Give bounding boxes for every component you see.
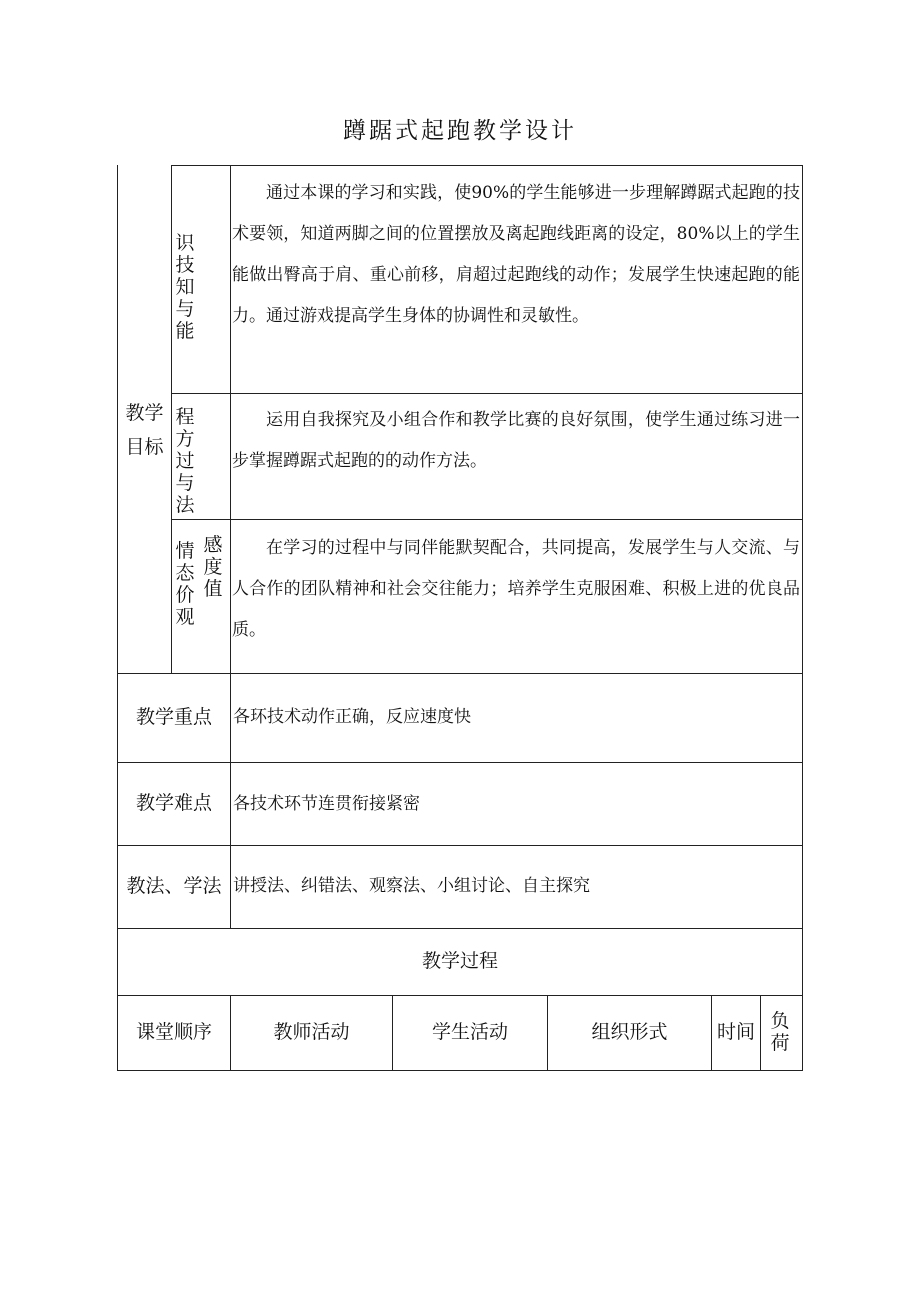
objective-text-knowledge: 通过本课的学习和实践，使90%的学生能够进一步理解蹲踞式起跑的技术要领，知道两脚之间的位置摆放及离起跑线距离的设定，80%以上的学生能做出臀高于肩、重心前移，肩超过起跑线的动作；发展学生快速起跑的能力。通过游戏提高学生身体的协调性和灵敏性。 bbox=[232, 183, 800, 326]
column-header-organization: 组织形式 bbox=[591, 1021, 668, 1044]
objective-text-emotion: 在学习的过程中与同伴能默契配合，共同提高，发展学生与人交流、与人合作的团队精神和社会交往能力；培养学生克服困难、积极上进的优良品质。 bbox=[232, 538, 800, 640]
column-header-student: 学生活动 bbox=[431, 1021, 508, 1044]
methods-text: 讲授法、纠错法、观察法、小组讨论、自主探究 bbox=[233, 876, 590, 896]
column-header-load: 负荷 bbox=[770, 1010, 790, 1054]
column-header-order: 课堂顺序 bbox=[135, 1021, 212, 1044]
difficulty-text: 各技术环节连贯衔接紧密 bbox=[233, 794, 420, 814]
process-heading: 教学过程 bbox=[421, 950, 498, 973]
objective-label-process: 程方过与法 bbox=[175, 406, 195, 516]
objective-label-emotion-col1: 情态价观 bbox=[175, 540, 195, 628]
key-point-text: 各环技术动作正确，反应速度快 bbox=[233, 707, 471, 727]
difficulty-label: 教学难点 bbox=[135, 792, 212, 815]
objective-label-knowledge: 识技知与能 bbox=[175, 232, 195, 342]
page-title: 蹲踞式起跑教学设计 bbox=[343, 118, 577, 144]
methods-label: 教法、学法 bbox=[126, 875, 222, 898]
column-header-time: 时间 bbox=[716, 1021, 755, 1044]
column-header-teacher: 教师活动 bbox=[273, 1021, 350, 1044]
key-point-label: 教学重点 bbox=[135, 706, 212, 729]
objective-label-emotion-col2: 感度值 bbox=[203, 534, 223, 600]
objective-text-process: 运用自我探究及小组合作和教学比赛的良好氛围，使学生通过练习进一步掌握蹲踞式起跑的的动作方法。 bbox=[232, 410, 800, 471]
objectives-label: 教学目标 bbox=[125, 402, 164, 458]
